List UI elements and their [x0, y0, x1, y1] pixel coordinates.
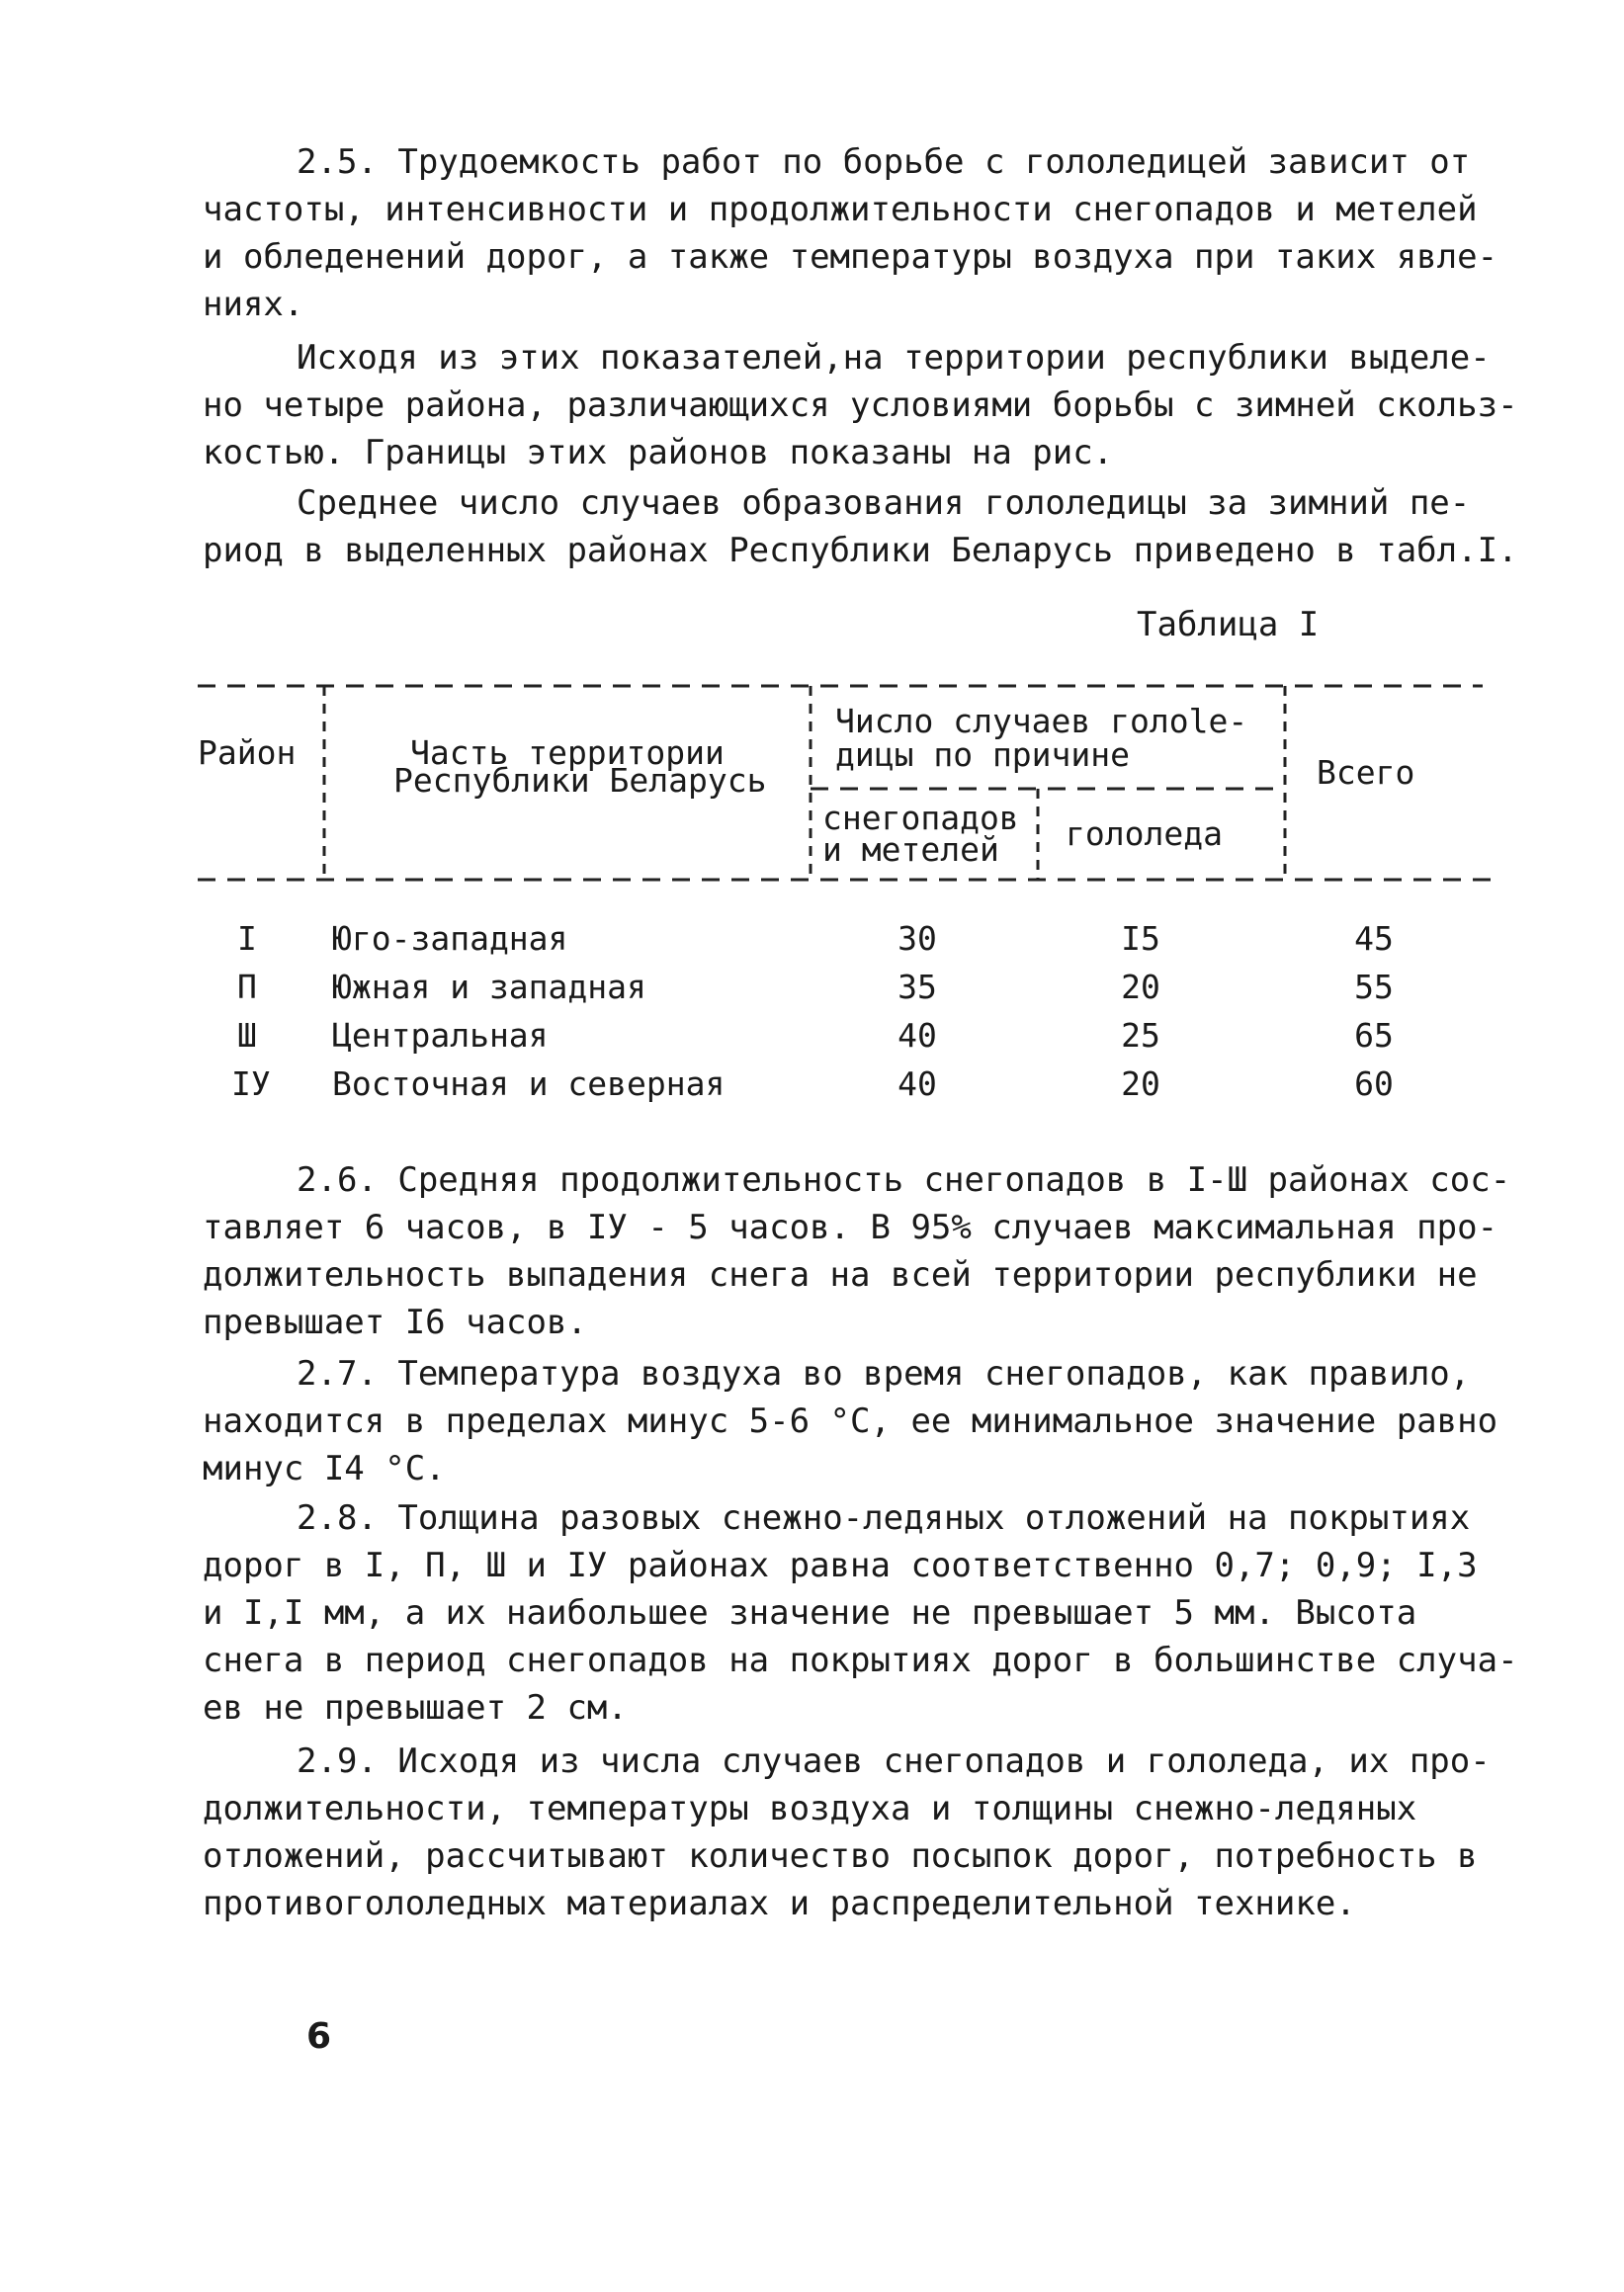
cell-total: 65 — [1354, 1016, 1394, 1055]
text-line: и I,I мм, а их наибольшее значение не превышает 5 мм. Высота — [203, 1593, 1417, 1633]
cell-ice: 20 — [1121, 1064, 1160, 1103]
text-line: ниях. — [203, 285, 304, 324]
text-line: частоты, интенсивности и продолжительности снегопадов и метелей — [203, 190, 1478, 229]
header-cases: дицы по причине — [835, 735, 1131, 774]
text-line: костью. Границы этих районов показаны на рис. — [203, 433, 1114, 472]
text-line: Среднее число случаев образования гололедицы за зимний пе- — [297, 483, 1471, 523]
cell-ice: 20 — [1121, 968, 1160, 1006]
cell-snow: 35 — [897, 968, 937, 1006]
text-line: находится в пределах минус 5-6 °С, ее минимальное значение равно — [203, 1401, 1498, 1441]
text-line: превышает I6 часов. — [203, 1303, 587, 1342]
paragraph-average — [203, 479, 1518, 574]
header-territory: Часть территории — [410, 733, 725, 772]
text-line: риод в выделенных районах Республики Беларусь приведено в табл.I. — [203, 531, 1518, 570]
header-cases: Число случаев голole- — [835, 702, 1248, 740]
page-number: 6 — [306, 2016, 332, 2057]
cell-total: 60 — [1354, 1064, 1394, 1103]
text-line: 2.8. Толщина разовых снежно-ледяных отложений на покрытиях — [297, 1498, 1471, 1538]
cell-ice: I5 — [1121, 919, 1160, 958]
paragraph-2-6 — [203, 1156, 1511, 1346]
header-territory: Республики Беларусь — [393, 761, 767, 800]
text-line: 2.6. Средняя продолжительность снегопадов в I-Ш районах сос- — [297, 1160, 1511, 1200]
cell-district: П — [237, 968, 257, 1006]
header-snow: снегопадов — [822, 799, 1019, 837]
cell-snow: 40 — [897, 1016, 937, 1055]
cell-district: Ш — [237, 1016, 257, 1055]
cell-territory: Юго-западная — [332, 919, 568, 958]
text-line: отложений, рассчитывают количество посыпок дорог, потребность в — [203, 1836, 1478, 1876]
paragraph-2-7 — [203, 1350, 1498, 1492]
text-line: 2.9. Исходя из числа случаев снегопадов и гололеда, их про- — [297, 1741, 1491, 1781]
cell-total: 45 — [1354, 919, 1394, 958]
cell-territory: Южная и западная — [332, 968, 646, 1006]
paragraph-2-5 — [203, 138, 1498, 328]
cell-district: ІУ — [231, 1064, 271, 1103]
text-line: минус I4 °С. — [203, 1449, 446, 1488]
text-line: дорог в I, П, Ш и ІУ районах равна соответственно 0,7; 0,9; I,3 — [203, 1546, 1478, 1585]
paragraph-2-8 — [203, 1494, 1518, 1732]
paragraph-2-9 — [203, 1738, 1491, 1927]
cell-total: 55 — [1354, 968, 1394, 1006]
cell-snow: 40 — [897, 1064, 937, 1103]
text-line: 2.5. Трудоемкость работ по борьбе с гололедицей зависит от — [297, 142, 1471, 182]
paragraph-indicators — [203, 334, 1518, 476]
cell-territory: Центральная — [332, 1016, 549, 1055]
cell-snow: 30 — [897, 919, 937, 958]
text-line: тавляет 6 часов, в ІУ - 5 часов. В 95% случаев максимальная про- — [203, 1208, 1498, 1247]
text-line: Исходя из этих показателей,на территории республики выделе- — [297, 338, 1491, 378]
text-line: противогололедных материалах и распределительной технике. — [203, 1884, 1356, 1923]
text-line: но четыре района, различающихся условиями борьбы с зимней скольз- — [203, 385, 1518, 425]
text-line: снега в период снегопадов на покрытиях дорог в большинстве случа- — [203, 1641, 1518, 1680]
text-line: 2.7. Температура воздуха во время снегопадов, как правило, — [297, 1354, 1471, 1394]
table-caption: Таблица I — [1137, 605, 1320, 644]
header-snow: и метелей — [822, 830, 999, 869]
text-line: ев не превышает 2 см. — [203, 1688, 628, 1728]
header-total: Всего — [1317, 753, 1415, 792]
header-ice: гололеда — [1066, 814, 1223, 853]
header-district: Район — [198, 733, 297, 772]
cell-ice: 25 — [1121, 1016, 1160, 1055]
text-line: и обледенений дорог, а также температуры воздуха при таких явле- — [203, 237, 1498, 277]
cell-territory: Восточная и северная — [332, 1064, 726, 1103]
data-table — [198, 672, 1493, 1127]
text-line: должительности, температуры воздуха и толщины снежно-ледяных — [203, 1789, 1417, 1828]
cell-district: I — [237, 919, 257, 958]
text-line: должительность выпадения снега на всей территории республики не — [203, 1255, 1478, 1295]
